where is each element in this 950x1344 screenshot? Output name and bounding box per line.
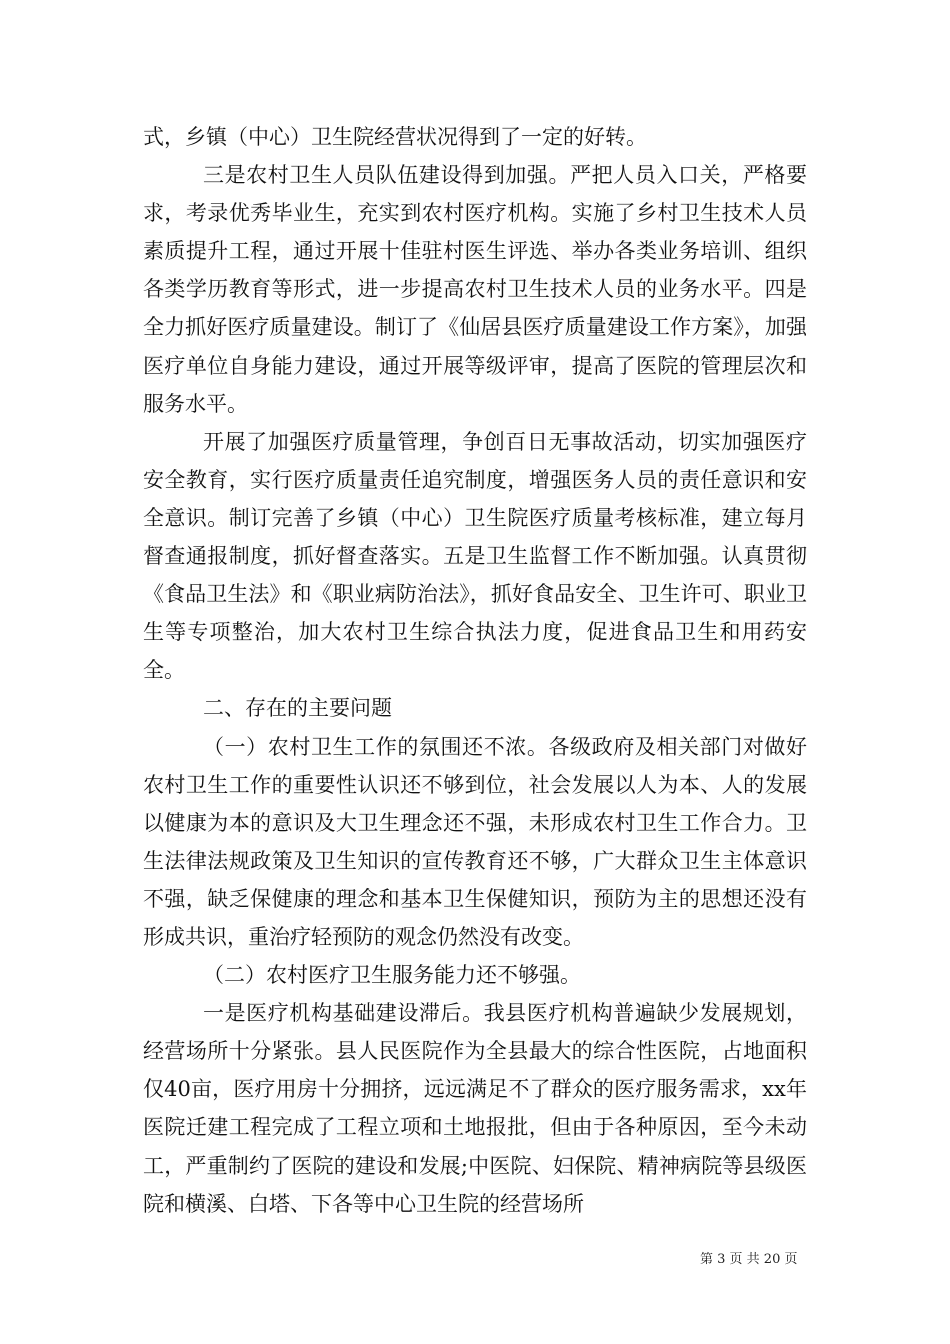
subsection-heading: （二）农村医疗卫生服务能力还不够强。	[203, 963, 581, 988]
paragraph: （一）农村卫生工作的氛围还不浓。各级政府及相关部门对做好农村卫生工作的重要性认识还不够到位，社会发展以人为本、人的发展以健康为本的意识及大卫生理念还不强，未形成农村卫生工作合力。卫生法律法规政策及卫生知识的宣传教育还不够，广大群众卫生主体意识不强，缺乏保健康的理念和基本卫生保健知识，预防为主的思想还没有形成共识，重治疗轻预防的观念仍然没有改变。	[143, 734, 807, 949]
paragraph: 三是农村卫生人员队伍建设得到加强。严把人员入口关，严格要求，考录优秀毕业生，充实到农村医疗机构。实施了乡村卫生技术人员素质提升工程，通过开展十佳驻村医生评选、举办各类业务培训、组织各类学历教育等形式，进一步提高农村卫生技术人员的业务水平。四是全力抓好医疗质量建设。制订了《仙居县医疗质量建设工作方案》，加强医疗单位自身能力建设，通过开展等级评审，提高了医院的管理层次和服务水平。	[143, 163, 807, 416]
page-number: 第 3 页 共 20 页	[700, 1252, 798, 1267]
section-heading: 二、存在的主要问题	[203, 696, 392, 721]
paragraph-continuation: 式，乡镇（中心）卫生院经营状况得到了一定的好转。	[143, 125, 647, 149]
paragraph: 开展了加强医疗质量管理，争创百日无事故活动，切实加强医疗安全教育，实行医疗质量责任追究制度，增强医务人员的责任意识和安全意识。制订完善了乡镇（中心）卫生院医疗质量考核标准，建立每月督查通报制度，抓好督查落实。五是卫生监督工作不断加强。认真贯彻《食品卫生法》和《职业病防治法》，抓好食品安全、卫生许可、职业卫生等专项整治，加大农村卫生综合执法力度，促进食品卫生和用药安全。	[143, 429, 807, 683]
paragraph: 一是医疗机构基础建设滞后。我县医疗机构普遍缺少发展规划，经营场所十分紧张。县人民医院作为全县最大的综合性医院，占地面积仅40亩，医疗用房十分拥挤，远远满足不了群众的医疗服务需求，xx年医院迁建工程完成了工程立项和土地报批，但由于各种原因，至今未动工，严重制约了医院的建设和发展;中医院、妇保院、精神病院等县级医院和横溪、白塔、下各等中心卫生院的经营场所	[143, 1001, 807, 1216]
document-body	[143, 118, 807, 1223]
